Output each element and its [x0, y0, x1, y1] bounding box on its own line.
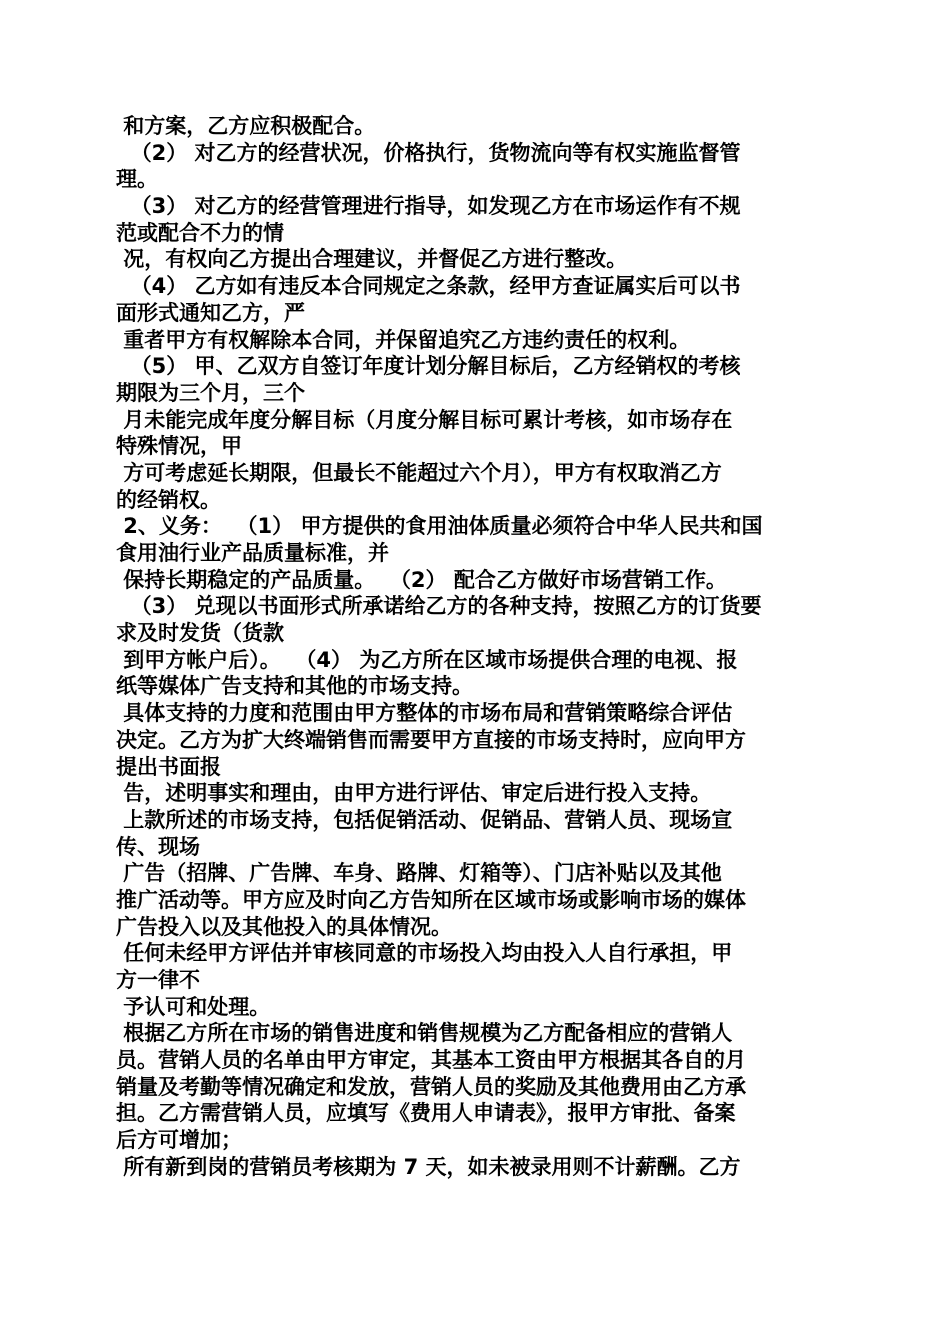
text-line: 决定。乙方为扩大终端销售而需要甲方直接的市场支持时，应向甲方 — [116, 727, 746, 752]
text-line: （3） 兑现以书面形式所承诺给乙方的各种支持，按照乙方的订货要 — [116, 594, 762, 619]
text-line: 期限为三个月，三个 — [116, 380, 305, 405]
text-line: 后方可增加； — [116, 1128, 242, 1153]
text-line: 求及时发货（货款 — [116, 621, 284, 646]
text-line: 方一律不 — [116, 968, 200, 992]
text-line: 纸等媒体广告支持和其他的市场支持。 — [116, 674, 473, 699]
text-line: 范或配合不力的情 — [116, 220, 284, 245]
text-line: 广告投入以及其他投入的具体情况。 — [116, 914, 452, 939]
text-line: （2） 对乙方的经营状况，价格执行，货物流向等有权实施监督管 — [116, 140, 741, 165]
text-line: 传、现场 — [116, 834, 200, 859]
text-line: （3） 对乙方的经营管理进行指导，如发现乙方在市场运作有不规 — [116, 194, 741, 219]
text-line: 到甲方帐户后）。 （4） 为乙方所在区域市场提供合理的电视、报 — [116, 647, 738, 672]
text-line: 理。 — [116, 167, 158, 192]
text-line: 2、义务： （1） 甲方提供的食用油体质量必须符合中华人民共和国 — [116, 514, 763, 539]
text-line: 担。乙方需营销人员，应填写《费用人申请表》，报甲方审批、备案 — [116, 1101, 736, 1126]
text-line: 广告（招牌、广告牌、车身、路牌、灯箱等）、门店补贴以及其他 — [116, 861, 722, 886]
text-line: 特殊情况，甲 — [116, 434, 242, 459]
text-line: 任何未经甲方评估并审核同意的市场投入均由投入人自行承担，甲 — [116, 941, 733, 966]
text-line: 的经销权。 — [116, 487, 221, 512]
text-line: 保持长期稳定的产品质量。 （2） 配合乙方做好市场营销工作。 — [116, 567, 727, 592]
text-line: 况，有权向乙方提出合理建议，并督促乙方进行整改。 — [116, 247, 628, 272]
text-line: 推广活动等。甲方应及时向乙方告知所在区域市场或影响市场的媒体 — [116, 887, 746, 912]
text-line: 方可考虑延长期限，但最长不能超过六个月），甲方有权取消乙方 — [116, 460, 722, 485]
text-line: （4） 乙方如有违反本合同规定之条款，经甲方查证属实后可以书 — [116, 274, 741, 299]
document-body — [116, 113, 842, 1181]
text-line: 和方案，乙方应积极配合。 — [116, 114, 376, 138]
text-line: 所有新到岗的营销员考核期为 7 天，如未被录用则不计薪酬。乙方 — [116, 1154, 741, 1179]
text-line: （5） 甲、乙双方自签订年度计划分解目标后，乙方经销权的考核 — [116, 354, 741, 379]
text-line: 员。营销人员的名单由甲方审定，其基本工资由甲方根据其各自的月 — [116, 1048, 746, 1073]
text-line: 告，述明事实和理由，由甲方进行评估、审定后进行投入支持。 — [116, 781, 712, 806]
text-line: 重者甲方有权解除本合同，并保留追究乙方违约责任的权利。 — [116, 327, 691, 352]
text-line: 销量及考勤等情况确定和发放，营销人员的奖励及其他费用由乙方承 — [116, 1074, 746, 1099]
text-line: 予认可和处理。 — [116, 994, 271, 1019]
text-line: 月未能完成年度分解目标（月度分解目标可累计考核，如市场存在 — [116, 407, 733, 432]
text-line: 食用油行业产品质量标准，并 — [116, 541, 389, 565]
text-line: 根据乙方所在市场的销售进度和销售规模为乙方配备相应的营销人 — [116, 1021, 733, 1046]
text-line: 上款所述的市场支持，包括促销活动、促销品、营销人员、现场宣 — [116, 807, 733, 832]
text-line: 面形式通知乙方，严 — [116, 300, 305, 325]
text-line: 具体支持的力度和范围由甲方整体的市场布局和营销策略综合评估 — [116, 701, 733, 726]
text-line: 提出书面报 — [116, 754, 221, 779]
